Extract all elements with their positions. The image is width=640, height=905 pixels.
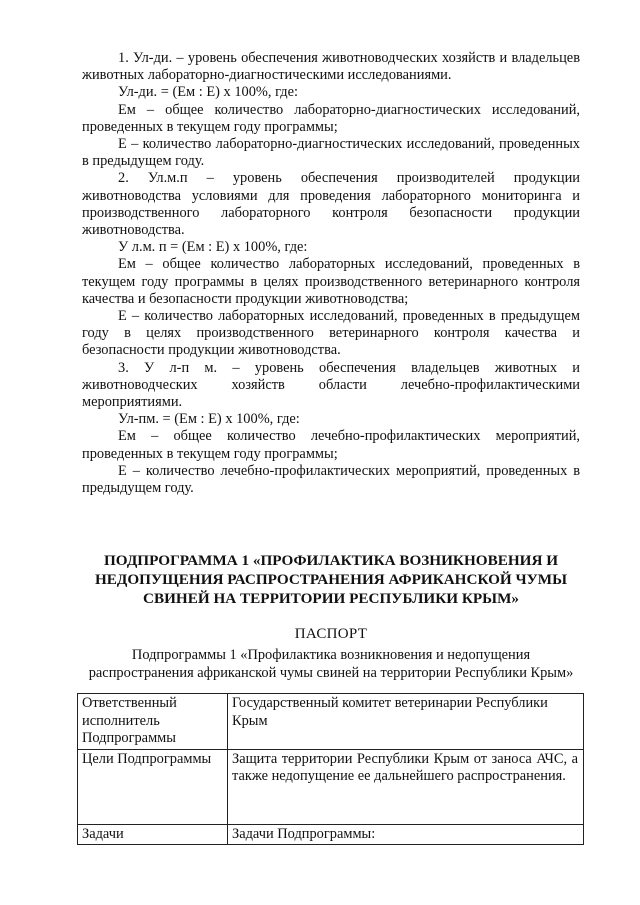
table-row (78, 749, 584, 824)
passport-subtitle: Подпрограммы 1 «Профилактика возникновения и недопущения распространения африканской чумы свиней на территории Республики Крым» (88, 647, 574, 681)
indicator-3-definition: 3. У л-п м. – уровень обеспечения владельцев животных и животноводческих хозяйств области лечебно-профилактическими мероприятиями. (82, 359, 580, 411)
indicator-2-em-definition: Ем – общее количество лабораторных исследований, проведенных в текущем году программы в целях производственного ветеринарного контроля качества и безопасности продукции животноводства; (82, 256, 580, 307)
indicator-2-e-definition: Е – количество лабораторных исследований, проведенных в предыдущем году в целях производственного ветеринарного контроля качества и безопасности продукции животноводства. (82, 308, 580, 359)
passport-table (77, 693, 584, 845)
indicator-definitions (82, 50, 580, 497)
row-value-tasks: Задачи Подпрограммы: (228, 824, 584, 845)
indicator-1-formula: Ул-ди. = (Ем : Е) х 100%, где: (118, 84, 298, 101)
indicator-3-e-definition: Е – количество лечебно-профилактических мероприятий, проведенных в предыдущем году. (82, 462, 580, 497)
indicator-1-em-definition: Ем – общее количество лабораторно-диагностических исследований, проведенных в текущем году программы; (82, 101, 580, 135)
table-row (78, 694, 584, 750)
indicator-3-em-definition: Ем – общее количество лечебно-профилактических мероприятий, проведенных в текущем году программы; (82, 428, 580, 462)
row-label-tasks: Задачи (78, 824, 228, 845)
indicator-2-formula: У л.м. п = (Ем : Е) х 100%, где: (118, 239, 308, 256)
row-value-goals: Защита территории Республики Крым от заноса АЧС, а также недопущение ее дальнейшего распространения. (228, 749, 584, 824)
indicator-3-formula: Ул-пм. = (Ем : Е) х 100%, где: (118, 411, 300, 428)
passport-title: ПАСПОРТ (294, 626, 368, 642)
subprogram-heading: ПОДПРОГРАММА 1 «ПРОФИЛАКТИКА ВОЗНИКНОВЕНИЯ И НЕДОПУЩЕНИЯ РАСПРОСТРАНЕНИЯ АФРИКАНСКОЙ ЧУМЫ СВИНЕЙ НА ТЕРРИТОРИИ РЕСПУБЛИКИ КРЫМ» (94, 552, 568, 607)
row-value-responsible: Государственный комитет ветеринарии Республики Крым (228, 694, 584, 750)
indicator-1-e-definition: Е – количество лабораторно-диагностических исследований, проведенных в предыдущем году. (82, 136, 580, 170)
row-label-goals: Цели Подпрограммы (78, 749, 228, 824)
indicator-2-definition: 2. Ул.м.п – уровень обеспечения производителей продукции животноводства условиями для проведения лабораторного мониторинга и производственного лабораторного контроля безопасности продукции животноводства. (82, 170, 580, 239)
indicator-1-definition: 1. Ул-ди. – уровень обеспечения животноводческих хозяйств и владельцев животных лабораторно-диагностическими исследованиями. (82, 50, 580, 84)
table-row (78, 824, 584, 845)
row-label-responsible: Ответственный исполнитель Подпрограммы (78, 694, 228, 750)
